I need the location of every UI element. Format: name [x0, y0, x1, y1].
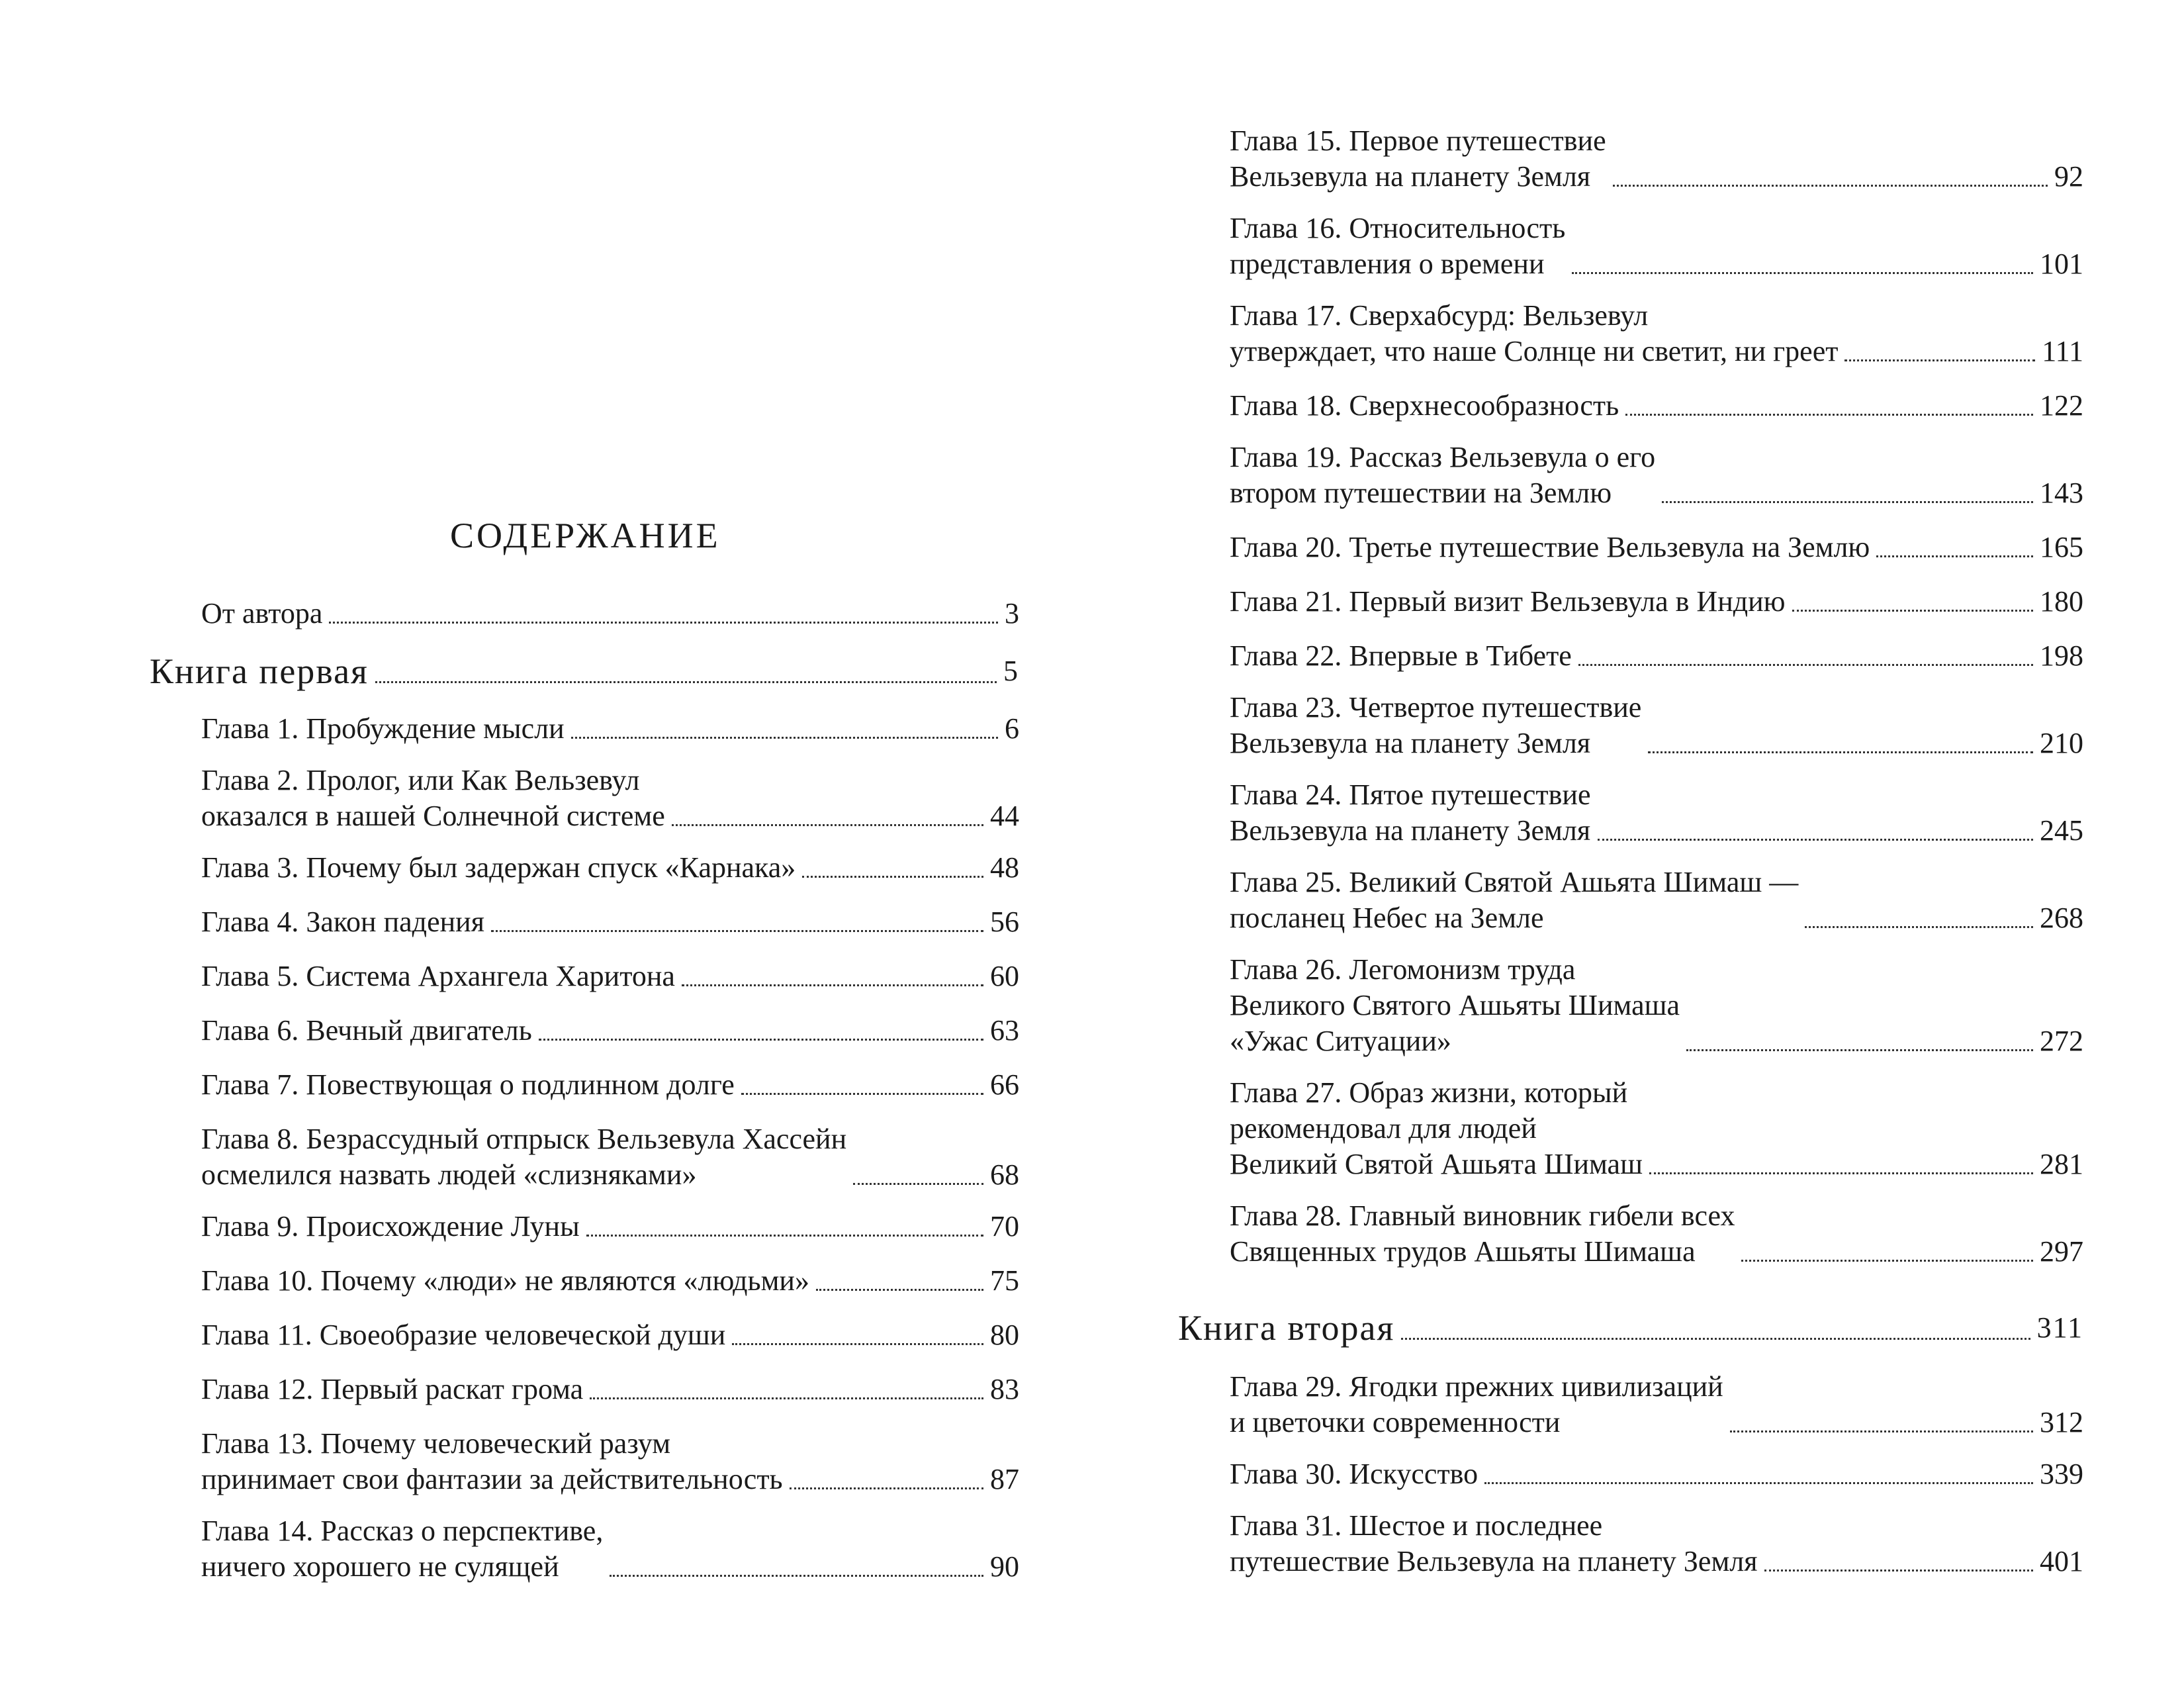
- toc-page-number: 210: [2040, 727, 2083, 759]
- toc-entry-line: Глава 13. Почему человеческий разум: [201, 1427, 671, 1460]
- dot-leader: [329, 621, 998, 624]
- dot-leader: [816, 1288, 983, 1291]
- toc-entry-line: Глава 31. Шестое и последнее: [1230, 1509, 1603, 1542]
- toc-entry-line: Глава 5. Система Архангела Харитона: [201, 960, 675, 992]
- dot-leader: [1741, 1259, 2033, 1262]
- toc-page-number: 339: [2040, 1458, 2083, 1490]
- toc-entry-line: Глава 30. Искусство: [1230, 1458, 1479, 1490]
- toc-chapter-entry: [1178, 865, 2083, 936]
- toc-chapter-entry: [1178, 298, 2083, 369]
- toc-page-number: 63: [990, 1014, 1019, 1047]
- toc-page-number: 3: [1005, 597, 1019, 630]
- toc-entry-title: [201, 596, 322, 632]
- toc-entry-line: Глава 22. Впервые в Тибете: [1230, 639, 1572, 672]
- toc-entry-line: Глава 20. Третье путешествие Вельзевула на Землю: [1230, 531, 1870, 563]
- toc-chapter-entry: [1178, 1075, 2083, 1182]
- toc-chapter-entry: [150, 1263, 1019, 1299]
- toc-page-number: 66: [990, 1068, 1019, 1101]
- toc-chapter-entry: [150, 1426, 1019, 1497]
- toc-chapter-entry: [1178, 1369, 2083, 1440]
- toc-page-number: 268: [2040, 902, 2083, 934]
- toc-book-heading: [150, 650, 1019, 692]
- toc-entry-line: Глава 23. Четвертое путешествие: [1230, 691, 1642, 724]
- toc-entry-line: Священных трудов Ашьяты Шимаша: [1230, 1235, 1696, 1268]
- dot-leader: [732, 1342, 983, 1345]
- toc-entry-line: Глава 27. Образ жизни, который: [1230, 1076, 1628, 1109]
- dot-leader: [672, 823, 983, 826]
- toc-entry-title: [1230, 865, 1798, 936]
- toc-entry-title: [201, 850, 796, 886]
- toc-entry-title: [201, 763, 665, 834]
- toc-chapter-entry: [150, 904, 1019, 940]
- toc-page-number: 83: [990, 1373, 1019, 1405]
- toc-title: СОДЕРЖАНИЕ: [450, 516, 721, 556]
- toc-entry-title: [1230, 530, 1870, 565]
- toc-entry-title: [1230, 1456, 1478, 1492]
- toc-entry-line: и цветочки современности: [1230, 1406, 1561, 1438]
- toc-entry-line: втором путешествии на Землю: [1230, 477, 1612, 509]
- toc-chapter-entry: [1178, 584, 2083, 620]
- toc-entry-title: [1230, 638, 1572, 674]
- toc-chapter-entry: [150, 1067, 1019, 1103]
- toc-entry-title: [1230, 298, 1838, 369]
- toc-entry-line: Глава 26. Легомонизм труда: [1230, 953, 1576, 986]
- toc-page-number: 143: [2040, 477, 2083, 509]
- toc-page-number: 56: [990, 906, 1019, 938]
- dot-leader: [802, 875, 983, 878]
- toc-entry-line: Великого Святого Ашьяты Шимаша: [1230, 989, 1680, 1021]
- toc-chapter-entry: [150, 1013, 1019, 1049]
- dot-leader: [1572, 271, 2033, 274]
- toc-entry-line: Глава 12. Первый раскат грома: [201, 1373, 584, 1405]
- toc-entry-line: Глава 2. Пролог, или Как Вельзевул: [201, 764, 640, 796]
- dot-leader: [586, 1234, 983, 1237]
- toc-entry-title: [1230, 584, 1786, 620]
- toc-page-number: 180: [2040, 585, 2083, 618]
- dot-leader: [491, 929, 983, 932]
- toc-entry-line: «Ужас Ситуации»: [1230, 1025, 1451, 1057]
- toc-entry-line: Глава 17. Сверхабсурд: Вельзевул: [1230, 299, 1649, 332]
- dot-leader: [1764, 1569, 2034, 1571]
- dot-leader: [1578, 663, 2033, 666]
- toc-book-heading: [1178, 1307, 2083, 1349]
- right-page: [1092, 0, 2184, 1688]
- toc-chapter-entry: [1178, 211, 2083, 282]
- toc-entry-title: [201, 1121, 846, 1193]
- dot-leader: [1648, 751, 2033, 753]
- toc-page-number: 272: [2040, 1025, 2083, 1057]
- toc-chapter-entry: [1178, 440, 2083, 511]
- dot-leader: [1598, 838, 2034, 841]
- toc-chapter-entry: [1178, 777, 2083, 849]
- toc-entry-line: осмелился назвать людей «слизняками»: [201, 1158, 697, 1191]
- toc-chapter-entry: [1178, 638, 2083, 674]
- toc-entry-line: Вельзевула на планету Земля: [1230, 727, 1591, 759]
- dot-leader: [375, 680, 997, 683]
- dot-leader: [610, 1574, 983, 1577]
- toc-entry-title: [201, 904, 484, 940]
- toc-entry-title: [201, 1013, 532, 1049]
- toc-chapter-entry: [150, 1317, 1019, 1353]
- dot-leader: [853, 1182, 983, 1185]
- toc-entry-line: От автора: [201, 597, 323, 630]
- toc-entry-title: [1230, 690, 1641, 761]
- toc-page-number: 90: [990, 1550, 1019, 1583]
- toc-entry-title: [1230, 1075, 1643, 1182]
- toc-entry-line: Глава 15. Первое путешествие: [1230, 124, 1606, 157]
- dot-leader: [1484, 1481, 2033, 1484]
- toc-entry-title: [1230, 1198, 1735, 1270]
- toc-entry-title: [201, 959, 675, 994]
- toc-entry-title: [1230, 1369, 1723, 1440]
- toc-entry-line: Глава 11. Своеобразие человеческой души: [201, 1319, 726, 1351]
- toc-entry-line: путешествие Вельзевула на планету Земля: [1230, 1545, 1758, 1577]
- toc-entry-line: Глава 28. Главный виновник гибели всех: [1230, 1199, 1735, 1232]
- toc-entry-line: представления о времени: [1230, 248, 1545, 280]
- toc-entry-title: [1230, 440, 1655, 511]
- toc-intro-entry: [150, 596, 1019, 632]
- toc-entry-line: Глава 9. Происхождение Луны: [201, 1210, 580, 1243]
- toc-chapter-entry: [1178, 1508, 2083, 1579]
- toc-page-number: 92: [2054, 160, 2083, 193]
- dot-leader: [741, 1092, 983, 1095]
- toc-chapter-entry: [150, 711, 1019, 747]
- toc-page-number: 281: [2040, 1148, 2083, 1180]
- toc-entry-title: [201, 1067, 735, 1103]
- toc-chapter-entry: [150, 1209, 1019, 1244]
- toc-entry-line: Глава 1. Пробуждение мысли: [201, 712, 565, 745]
- toc-chapter-entry: [1178, 690, 2083, 761]
- toc-chapter-entry: [1178, 530, 2083, 565]
- toc-entry-title: [201, 1209, 580, 1244]
- dot-leader: [682, 984, 983, 986]
- dot-leader: [1625, 413, 2033, 416]
- dot-leader: [1613, 184, 2048, 187]
- toc-entry-line: Глава 25. Великий Святой Ашьята Шимаш —: [1230, 866, 1799, 898]
- toc-entry-title: [1230, 211, 1565, 282]
- toc-entry-line: Глава 10. Почему «люди» не являются «людьми»: [201, 1264, 809, 1297]
- toc-page-number: 6: [1005, 712, 1019, 745]
- toc-entry-title: [201, 1513, 603, 1585]
- toc-chapter-entry: [1178, 1198, 2083, 1270]
- dot-leader: [1844, 359, 2035, 361]
- toc-entry-line: Глава 18. Сверхнесообразность: [1230, 389, 1619, 422]
- toc-entry-line: посланец Небес на Земле: [1230, 902, 1544, 934]
- toc-page-number: 5: [1003, 655, 1019, 687]
- dot-leader: [590, 1397, 983, 1399]
- toc-entry-line: Глава 24. Пятое путешествие: [1230, 778, 1591, 811]
- dot-leader: [1792, 609, 2033, 612]
- toc-entry-line: Глава 16. Относительность: [1230, 212, 1566, 244]
- toc-entry-title: [150, 650, 369, 692]
- dot-leader: [1686, 1049, 2033, 1051]
- toc-entry-line: Глава 19. Рассказ Вельзевула о его: [1230, 441, 1656, 473]
- toc-page-number: 297: [2040, 1235, 2083, 1268]
- toc-entry-line: Глава 3. Почему был задержан спуск «Карнака»: [201, 851, 796, 884]
- dot-leader: [1649, 1172, 2033, 1174]
- toc-entry-line: ничего хорошего не сулящей: [201, 1550, 559, 1583]
- dot-leader: [790, 1487, 983, 1489]
- toc-entry-title: [201, 1317, 725, 1353]
- dot-leader: [539, 1038, 983, 1041]
- toc-page-number: 80: [990, 1319, 1019, 1351]
- toc-page-number: 312: [2040, 1406, 2083, 1438]
- toc-page-number: 401: [2040, 1545, 2083, 1577]
- toc-list-left: [150, 596, 1019, 1585]
- toc-chapter-entry: [150, 763, 1019, 834]
- toc-entry-line: Вельзевула на планету Земля: [1230, 814, 1591, 847]
- toc-page-number: 198: [2040, 639, 2083, 672]
- dot-leader: [1401, 1337, 2030, 1340]
- toc-entry-title: [1230, 388, 1619, 424]
- toc-entry-line: принимает свои фантазии за действительность: [201, 1463, 783, 1495]
- toc-entry-title: [201, 711, 565, 747]
- dot-leader: [1805, 925, 2033, 928]
- toc-page-number: 70: [990, 1210, 1019, 1243]
- toc-entry-title: [201, 1426, 783, 1497]
- toc-chapter-entry: [1178, 388, 2083, 424]
- toc-page-number: 245: [2040, 814, 2083, 847]
- toc-entry-line: Глава 21. Первый визит Вельзевула в Индию: [1230, 585, 1786, 618]
- toc-chapter-entry: [150, 1372, 1019, 1407]
- toc-entry-title: [201, 1263, 809, 1299]
- toc-entry-line: утверждает, что наше Солнце ни светит, ни греет: [1230, 335, 1839, 367]
- toc-entry-title: [1230, 123, 1606, 195]
- toc-entry-line: Глава 14. Рассказ о перспективе,: [201, 1515, 604, 1547]
- toc-entry-line: Глава 7. Повествующая о подлинном долге: [201, 1068, 735, 1101]
- dot-leader: [1730, 1430, 2033, 1432]
- toc-chapter-entry: [1178, 123, 2083, 195]
- toc-entry-line: Глава 6. Вечный двигатель: [201, 1014, 532, 1047]
- toc-list-right: [1178, 123, 2083, 1579]
- dot-leader: [1876, 555, 2033, 557]
- toc-page-number: 122: [2040, 389, 2083, 422]
- toc-entry-title: [201, 1372, 583, 1407]
- toc-entry-line: рекомендовал для людей: [1230, 1112, 1537, 1145]
- toc-page-number: 111: [2042, 335, 2083, 367]
- toc-entry-line: Вельзевула на планету Земля: [1230, 160, 1591, 193]
- toc-entry-line: оказался в нашей Солнечной системе: [201, 800, 665, 832]
- toc-page-number: 48: [990, 851, 1019, 884]
- toc-page-number: 311: [2036, 1311, 2083, 1344]
- toc-entry-title: [1230, 952, 1680, 1059]
- dot-leader: [571, 736, 998, 739]
- toc-entry-line: Глава 4. Закон падения: [201, 906, 484, 938]
- toc-chapter-entry: [150, 1513, 1019, 1585]
- toc-page-number: 60: [990, 960, 1019, 992]
- toc-chapter-entry: [150, 959, 1019, 994]
- toc-page-number: 165: [2040, 531, 2083, 563]
- toc-entry-line: Глава 8. Безрассудный отпрыск Вельзевула Хассейн: [201, 1123, 847, 1155]
- toc-page-number: 44: [990, 800, 1019, 832]
- toc-chapter-entry: [150, 850, 1019, 886]
- toc-page-number: 75: [990, 1264, 1019, 1297]
- toc-page-number: 101: [2040, 248, 2083, 280]
- toc-entry-line: Книга вторая: [1178, 1308, 1395, 1348]
- toc-chapter-entry: [1178, 952, 2083, 1059]
- toc-entry-title: [1178, 1307, 1394, 1349]
- toc-entry-title: [1230, 1508, 1758, 1579]
- toc-chapter-entry: [1178, 1456, 2083, 1492]
- toc-entry-title: [1230, 777, 1591, 849]
- toc-chapter-entry: [150, 1121, 1019, 1193]
- toc-page-number: 87: [990, 1463, 1019, 1495]
- toc-entry-line: Глава 29. Ягодки прежних цивилизаций: [1230, 1370, 1723, 1403]
- dot-leader: [1662, 500, 2033, 503]
- toc-page-number: 68: [990, 1158, 1019, 1191]
- toc-entry-line: Великий Святой Ашьята Шимаш: [1230, 1148, 1643, 1180]
- toc-entry-line: Книга первая: [150, 651, 369, 691]
